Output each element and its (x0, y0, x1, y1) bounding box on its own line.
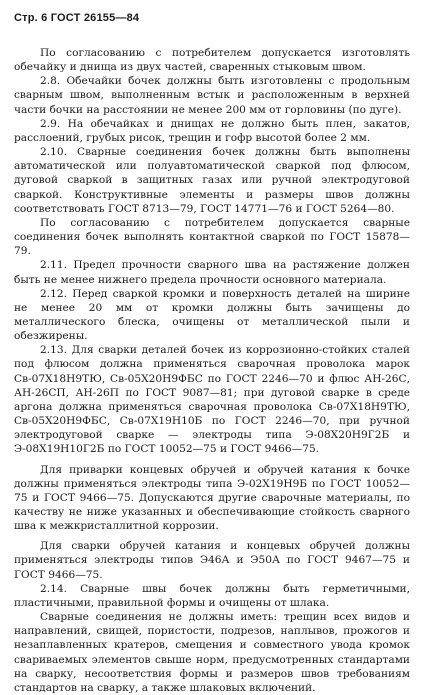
paragraph-2-8: 2.8. Обечайки бочек должны быть изготовлены с продольным сварным швом, выполненным встык и расположенным в верхней части бочки на расстоянии не менее 200 мм от горловины (по дуге). (14, 75, 410, 116)
paragraph-2-12: 2.12. Перед сваркой кромки и поверхность деталей на ширине не менее 20 мм от кромки должны быть зачищены до металлического блеска, очищены от металлической пыли и обезжирены. (14, 287, 410, 343)
body-text (14, 46, 410, 695)
paragraph-2-13-rolling: Для сварки обручей катания и концевых обручей должны применяться электроды типов Э46А и Э50А по ГОСТ 9467—75 и ГОСТ 9466—75. (14, 540, 410, 581)
paragraph-2-14-defects: Сварные соединения не должны иметь: трещин всех видов и направлений, свищей, пористости, подрезов, наплывов, прожогов и незаплавленных кратеров, смещения и совместного увода кромок свариваемых элементов свыше норм, предусмотренных стандартами на сварку, несоответствия формы и размеров швов требованиям стандартов на сварку, а также шлаковых включений. (14, 611, 410, 694)
page-header: Стр. 6 ГОСТ 26155—84 (14, 12, 140, 24)
paragraph-2-13-hoops: Для приварки концевых обручей и обручей катания к бочке должны применяться электроды типа Э-02Х19Н9Б по ГОСТ 10052—75 и ГОСТ 9466—75. Допускаются другие сварочные материалы, по качеству не ниже указанных и обеспечивающие стойкость сварного шва к межкристаллитной коррозии. (14, 463, 410, 533)
paragraph-2-13: 2.13. Для сварки деталей бочек из коррозионно-стойких сталей под флюсом должна применяться сварочная проволока марок Св-07Х18Н9ТЮ, Св-05Х20Н9ФБС по ГОСТ 2246—70 и флюс АН-26С, АН-26СП, АН-26П по ГОСТ 9087—81; при дуговой сварке в среде аргона должна применяться сварочная проволока Св-07Х18Н9ТЮ, Св-05Х20Н9ФБС, Св-07Х19Н10Б по ГОСТ 2246—70, при ручной электродуговой сварке — электроды типа Э-08Х20Н9Г2Б и Э-08Х19Н10Г2Б по ГОСТ 10052—75 и ГОСТ 9466—75. (14, 344, 410, 456)
paragraph-2-14: 2.14. Сварные швы бочек должны быть герметичными, пластичными, правильной формы и очищены от шлака. (14, 582, 410, 609)
paragraph-2-7-note: По согласованию с потребителем допускается изготовлять обечайку и днища из двух частей, сваренных стыковым швом. (14, 47, 410, 74)
paragraph-2-10-note: По согласованию с потребителем допускается сварные соединения бочек выполнять контактной сваркой по ГОСТ 15878—79. (14, 216, 410, 258)
paragraph-2-10: 2.10. Сварные соединения бочек должны быть выполнены автоматической или полуавтоматической сваркой под флюсом, дуговой сваркой в защитных газах или ручной электродуговой сваркой. Конструктивные элементы и размеры швов должны соответствовать ГОСТ 8713—79, ГОСТ 14771—76 и ГОСТ 5264—80. (14, 146, 410, 215)
paragraph-2-9: 2.9. На обечайках и днищах не должно быть плен, закатов, расслоений, грубых рисок, трещин и гофр высотой более 2 мм. (14, 117, 410, 144)
paragraph-2-11: 2.11. Предел прочности сварного шва на растяжение должен быть не менее нижнего предела прочности основного материала. (14, 259, 410, 286)
